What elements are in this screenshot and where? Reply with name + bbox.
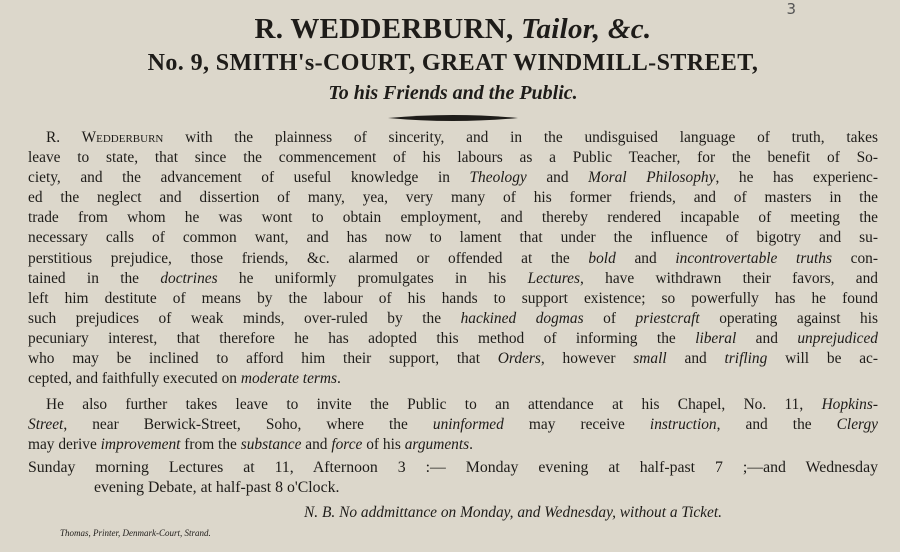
text-segment: Hopkins- [821, 396, 878, 414]
text-segment: force [331, 436, 363, 454]
text-segment: . [337, 370, 341, 388]
text-segment: operating against his [699, 309, 878, 327]
text-line: necessary calls of common want, and has now to lament that under the influence of bigotry and su- [28, 229, 878, 247]
text-segment: trifling [724, 350, 768, 368]
text-line [28, 349, 878, 369]
text-segment: priestcraft [635, 309, 700, 327]
text-segment: incontrovertable truths [675, 249, 832, 267]
text-segment: and [615, 249, 676, 267]
author-name: R. Wedderburn [46, 129, 164, 146]
text-line: Sunday morning Lectures at 11, Afternoon 3 :— Monday evening at half-past 7 ;—and Wednesday [28, 458, 878, 476]
printer-imprint: Thomas, Printer, Denmark-Court, Strand. [60, 528, 211, 538]
text-segment: of his [362, 436, 405, 454]
text-line [28, 249, 878, 269]
text-segment: he uniformly promulgates in his [217, 269, 528, 287]
text-segment: Theology [469, 169, 527, 187]
lecture-schedule [28, 458, 878, 498]
text-segment: Street [28, 416, 64, 434]
text-segment: arguments [404, 436, 470, 454]
text-line: trade from whom he was wont to obtain employment, and thereby rendered incapable of meeting the [28, 209, 878, 227]
pencil-mark: 3 [786, 0, 796, 18]
text-segment: , and the [716, 416, 837, 434]
admission-notice: N. B. No addmittance on Monday, and Wednesday, without a Ticket. [304, 503, 722, 521]
text-segment: and [736, 329, 798, 347]
text-segment: Orders [497, 350, 541, 368]
text-line [28, 168, 878, 188]
text-segment: small [633, 350, 667, 368]
text-segment: and [666, 350, 725, 368]
text-line [28, 395, 878, 415]
text-segment: . [469, 436, 473, 454]
text-segment: , however [540, 350, 634, 368]
text-line [28, 369, 878, 389]
text-segment: cepted, and faithfully executed on [28, 370, 241, 388]
text-line: evening Debate, at half-past 8 o'Clock. [94, 478, 340, 496]
text-segment: He also further takes leave to invite the Public to an attendance at his Chapel, No. 11, [46, 396, 822, 414]
text-segment: such prejudices of weak minds, over-ruled by the [28, 309, 461, 327]
text-segment: con- [831, 249, 878, 267]
text-segment: moderate terms [240, 370, 338, 388]
text-line [28, 269, 878, 289]
text-segment: , have withdrawn their favors, and [580, 269, 879, 287]
heading-name: R. WEDDERBURN, [254, 13, 514, 45]
text-segment: and [301, 436, 332, 454]
text-segment: tained in the [28, 269, 161, 287]
text-segment: liberal [695, 329, 737, 347]
text-segment: who may be inclined to afford him their support, that [28, 350, 498, 368]
text-segment: perstitious prejudice, those friends, &c. alarmed or offended at the [28, 249, 589, 267]
text-line [28, 128, 878, 148]
heading-trade: Tailor, &c. [521, 13, 652, 45]
text-segment: may derive [28, 436, 101, 454]
text-line: ed the neglect and dissertion of many, yea, very many of his former friends, and of masters in the [28, 189, 878, 207]
text-segment: , he has experienc- [715, 169, 878, 187]
text-segment: substance [240, 436, 302, 454]
paragraph-one [28, 128, 878, 389]
text-segment: , near Berwick-Street, Soho, where the [63, 416, 433, 434]
text-segment: improvement [100, 436, 181, 454]
text-segment: unprejudiced [797, 329, 878, 347]
heading-dedication: To his Friends and the Public. [328, 82, 578, 104]
text-segment: Moral Philosophy [588, 169, 716, 187]
text-segment: will be ac- [767, 350, 878, 368]
text-segment: pecuniary interest, that therefore he has adopted this method of informing the [28, 329, 696, 347]
text-segment: bold [588, 249, 616, 267]
text-line [28, 435, 878, 455]
text-segment: hackined dogmas [460, 309, 584, 327]
text-segment: ciety, and the advancement of useful knowledge in [28, 169, 470, 187]
text-line [28, 415, 878, 435]
text-segment: Lectures [527, 269, 580, 287]
text-line [28, 309, 878, 329]
heading-address: No. 9, SMITH's-COURT, GREAT WINDMILL-STREET, [147, 50, 759, 76]
text-line [28, 329, 878, 349]
text-segment: with the plainness of sincerity, and in the undisguised language of truth, takes [163, 129, 878, 146]
text-segment: doctrines [160, 269, 218, 287]
text-segment: from the [180, 436, 241, 454]
text-line: left him destitute of means by the labour of his hands to support existence; so powerfully has he found [28, 289, 878, 307]
text-line: leave to state, that since the commencement of his labours as a Public Teacher, for the benefit of So- [28, 149, 878, 167]
ornamental-rule [388, 114, 518, 122]
text-segment: and [526, 169, 589, 187]
heading-title [28, 12, 878, 46]
text-segment: uninformed [432, 416, 504, 434]
text-segment: instruction [649, 416, 717, 434]
text-segment: Clergy [836, 416, 878, 434]
text-segment: of [583, 309, 636, 327]
paragraph-two [28, 395, 878, 455]
text-segment: may receive [503, 416, 650, 434]
